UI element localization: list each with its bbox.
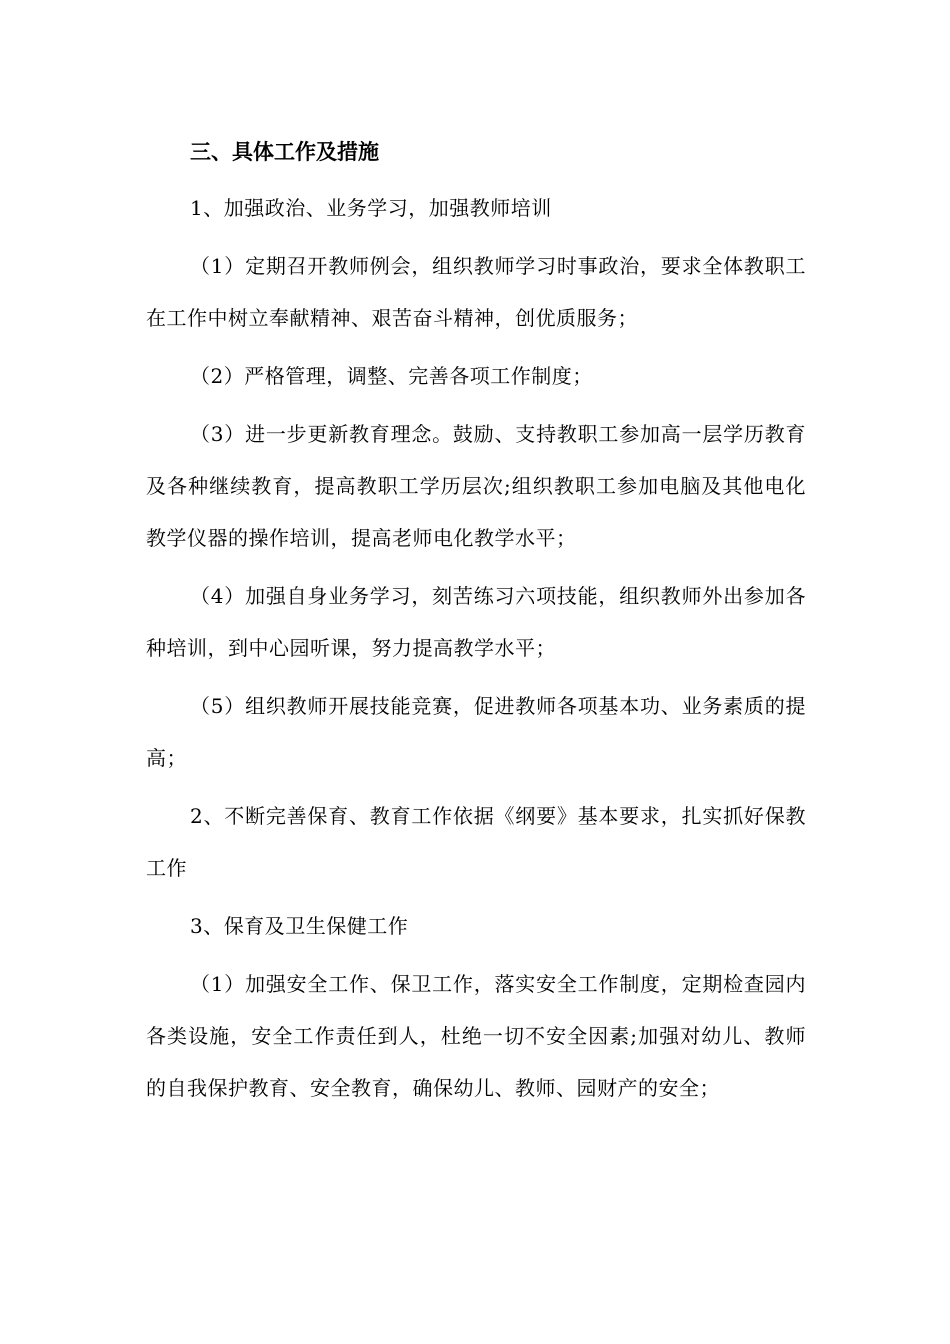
section-heading: 三、具体工作及措施	[190, 139, 379, 164]
document-body	[146, 128, 806, 1114]
paragraph-6: （5）组织教师开展技能竞赛，促进教师各项基本功、业务素质的提高；	[146, 694, 806, 770]
paragraph-1: 1、加强政治、业务学习，加强教师培训	[190, 196, 552, 220]
paragraph-4: （3）进一步更新教育理念。鼓励、支持教职工参加高一层学历教育及各种继续教育，提高教职工学历层次;组织教职工参加电脑及其他电化教学仪器的操作培训，提高老师电化教学水平；	[146, 422, 806, 550]
paragraph-8: 3、保育及卫生保健工作	[190, 914, 409, 938]
paragraph-7: 2、不断完善保育、教育工作依据《纲要》基本要求，扎实抓好保教工作	[146, 804, 806, 880]
paragraph-5: （4）加强自身业务学习，刻苦练习六项技能，组织教师外出参加各种培训，到中心园听课，努力提高教学水平；	[146, 584, 806, 660]
paragraph-2: （1）定期召开教师例会，组织教师学习时事政治，要求全体教职工在工作中树立奉献精神、艰苦奋斗精神，创优质服务；	[146, 254, 806, 330]
paragraph-9: （1）加强安全工作、保卫工作，落实安全工作制度，定期检查园内各类设施，安全工作责任到人，杜绝一切不安全因素;加强对幼儿、教师的自我保护教育、安全教育，确保幼儿、教师、园财产的安全；	[146, 972, 806, 1100]
paragraph-3: （2）严格管理，调整、完善各项工作制度；	[190, 364, 593, 388]
